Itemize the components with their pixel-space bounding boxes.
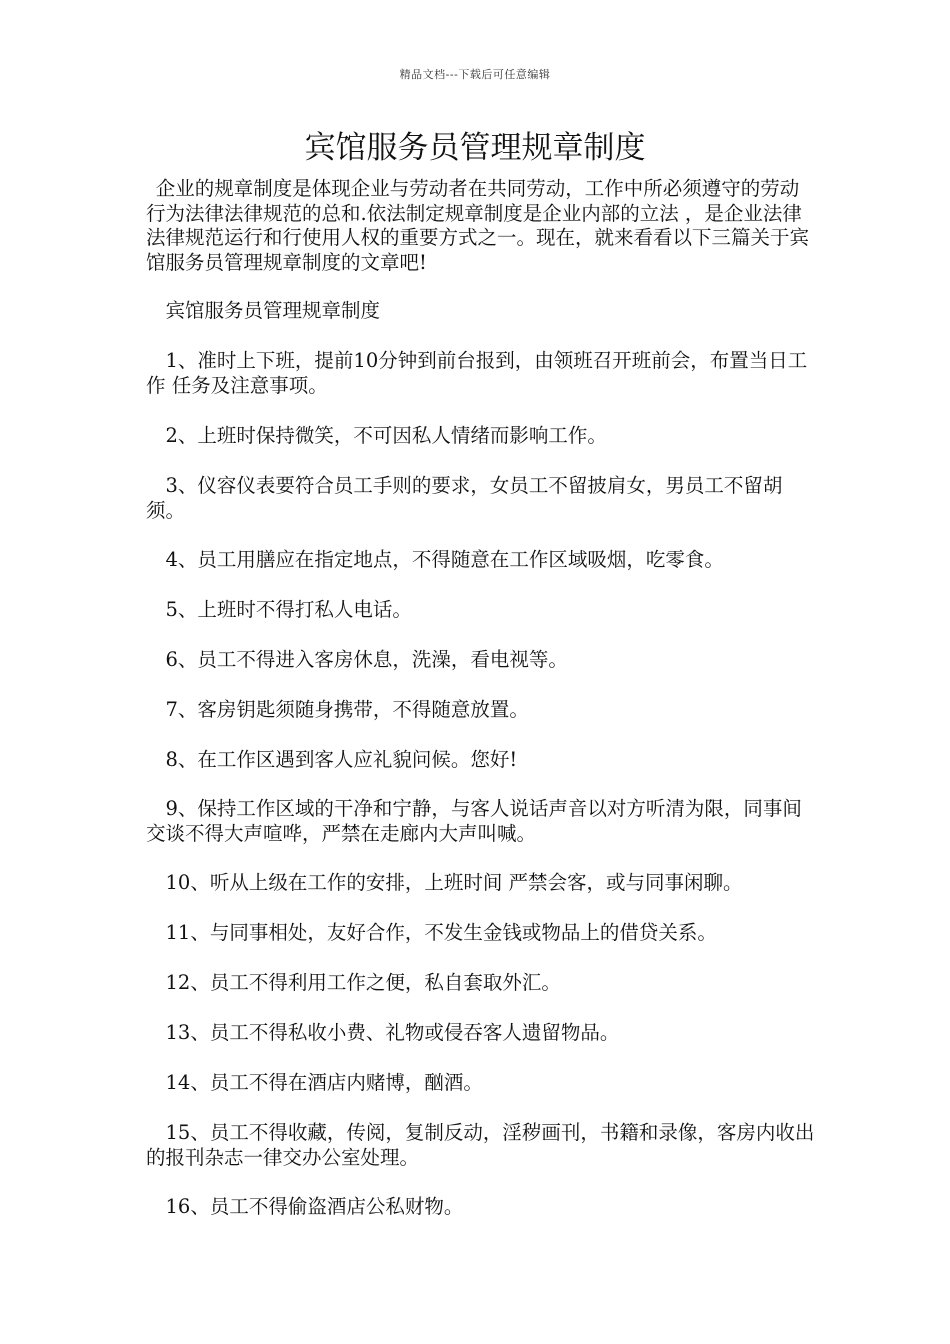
rule-item: 11、与同事相处，友好合作，不发生金钱或物品上的借贷关系。: [165, 921, 717, 944]
rule-item: 10、听从上级在工作的安排，上班时间 严禁会客，或与同事闲聊。: [165, 871, 743, 894]
section-title: 宾馆服务员管理规章制度: [165, 299, 381, 322]
rule-item: 8、在工作区遇到客人应礼貌问候。您好!: [165, 748, 518, 771]
rule-item: 7、客房钥匙须随身携带，不得随意放置。: [165, 698, 529, 721]
rule-item: 14、员工不得在酒店内赌博，酗酒。: [165, 1071, 483, 1094]
rule-item: 5、上班时不得打私人电话。: [165, 598, 412, 621]
document-title: 宾馆服务员管理规章制度: [304, 130, 646, 166]
rule-item: 13、员工不得私收小费、礼物或侵吞客人遗留物品。: [165, 1021, 620, 1044]
rule-item: 15、员工不得收藏，传阅，复制反动，淫秽画刊，书籍和录像，客房内收出的报刊杂志一律交办公室处理。: [146, 1121, 815, 1169]
rule-item: 3、仪容仪表要符合员工手则的要求，女员工不留披肩女，男员工不留胡须。: [146, 474, 783, 522]
rule-item: 1、准时上下班，提前10分钟到前台报到，由领班召开班前会，布置当日工作 任务及注意事项。: [146, 349, 808, 397]
rule-item: 6、员工不得进入客房休息，洗澡，看电视等。: [165, 648, 568, 671]
rule-item: 12、员工不得利用工作之便，私自套取外汇。: [165, 971, 561, 994]
header-note: 精品文档---下载后可任意编辑: [399, 68, 551, 81]
rule-item: 9、保持工作区域的干净和宁静，与客人说话声音以对方听清为限，同事间交谈不得大声喧哗，严禁在走廊内大声叫喊。: [146, 797, 802, 845]
rule-item: 2、上班时保持微笑，不可因私人情绪而影响工作。: [165, 424, 607, 447]
rule-item: 4、员工用膳应在指定地点，不得随意在工作区域吸烟，吃零食。: [165, 548, 724, 571]
rule-item: 16、员工不得偷盗酒店公私财物。: [165, 1195, 464, 1218]
intro-paragraph: 企业的规章制度是体现企业与劳动者在共同劳动，工作中所必须遵守的劳动行为法律法律规范的总和.依法制定规章制度是企业内部的立法 ，是企业法律法律规范运行和行使用人权的重要方式之一。现在，就来看看以下三篇关于宾馆服务员管理规章制度的文章吧!: [146, 177, 810, 274]
